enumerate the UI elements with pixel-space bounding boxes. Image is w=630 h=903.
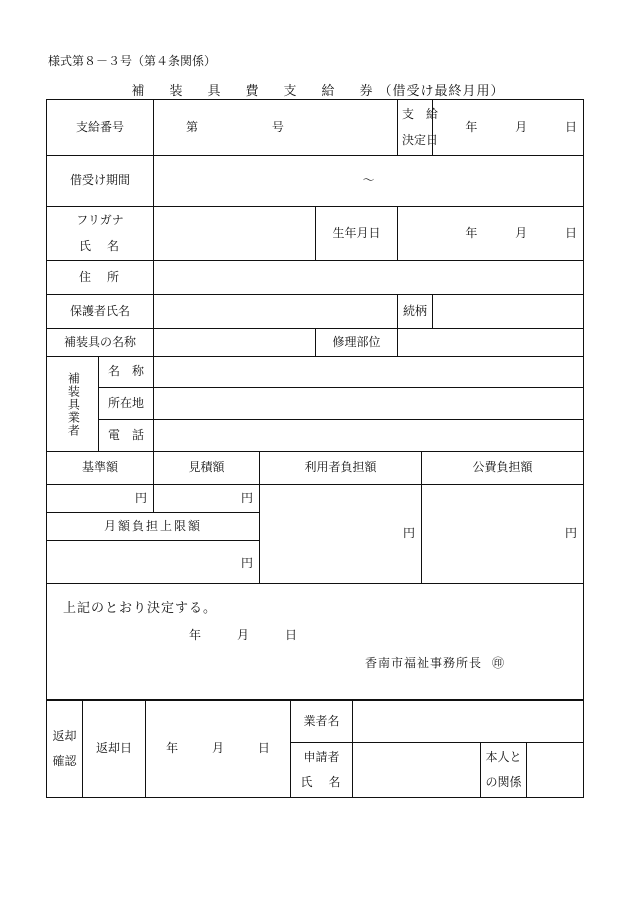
relation-to-person-label-2: の関係 bbox=[485, 775, 522, 789]
decision-statement-box bbox=[47, 584, 584, 700]
applicant-name-field[interactable] bbox=[353, 743, 481, 798]
user-share-yen: 円 bbox=[402, 526, 415, 541]
return-confirm-label bbox=[47, 701, 83, 798]
public-share-label: 公費負担額 bbox=[422, 452, 584, 485]
name-label bbox=[47, 207, 154, 261]
title-main: 補 装 具 費 支 給 券 bbox=[131, 84, 379, 99]
decision-row bbox=[47, 584, 584, 700]
basic-info-table bbox=[46, 99, 584, 357]
birth-date-label: 生年月日 bbox=[316, 207, 398, 261]
decision-date-label bbox=[398, 100, 439, 156]
title-subtitle: （借受け最終月用） bbox=[378, 84, 505, 99]
standard-amount-yen: 円 bbox=[134, 490, 147, 505]
vendor-name-field[interactable] bbox=[154, 357, 584, 388]
name-field[interactable] bbox=[154, 207, 316, 261]
estimate-amount-yen: 円 bbox=[240, 490, 253, 505]
payment-row bbox=[47, 100, 584, 156]
vendor-group-label: 補装具業者 bbox=[47, 357, 99, 452]
applicant-label-2: 氏 名 bbox=[300, 775, 343, 789]
payment-no-label: 支給番号 bbox=[47, 100, 154, 156]
applicant-label-1: 申請者 bbox=[303, 749, 340, 764]
return-confirm-label-1: 返却 bbox=[52, 728, 77, 743]
vendor-phone-field[interactable] bbox=[154, 420, 584, 452]
monthly-cap-yen: 円 bbox=[240, 556, 253, 571]
payment-no-dai: 第 bbox=[186, 119, 199, 134]
vendor-name-label: 名 称 bbox=[99, 357, 154, 388]
amounts-table bbox=[46, 451, 584, 700]
user-share-field[interactable] bbox=[260, 485, 422, 584]
user-share-label: 利用者負担額 bbox=[260, 452, 422, 485]
decision-date-field[interactable] bbox=[433, 100, 584, 156]
return-date-field[interactable] bbox=[146, 701, 291, 798]
vendor-location-row bbox=[47, 388, 584, 420]
amount-header-row bbox=[47, 452, 584, 485]
return-vendor-row bbox=[47, 701, 584, 743]
return-table bbox=[46, 700, 584, 798]
decision-date[interactable] bbox=[189, 629, 569, 643]
monthly-cap-label: 月額負担上限額 bbox=[47, 513, 260, 541]
device-name-label: 補装具の名称 bbox=[47, 329, 154, 357]
relation-label: 続柄 bbox=[398, 295, 433, 329]
amount-value-row bbox=[47, 485, 584, 513]
address-label: 住 所 bbox=[47, 261, 154, 295]
return-date-label: 返却日 bbox=[83, 701, 146, 798]
relation-field[interactable] bbox=[433, 295, 584, 329]
guardian-field[interactable] bbox=[154, 295, 398, 329]
decision-day: 日 bbox=[285, 627, 334, 642]
return-date-year: 年 bbox=[166, 741, 179, 756]
public-share-field[interactable] bbox=[422, 485, 584, 584]
rental-period-label: 借受け期間 bbox=[47, 156, 154, 207]
return-confirm-label-2: 確認 bbox=[52, 754, 77, 768]
relation-to-person-field[interactable] bbox=[527, 743, 584, 798]
estimate-amount-label: 見積額 bbox=[154, 452, 260, 485]
device-name-field[interactable] bbox=[154, 329, 316, 357]
vendor-phone-label: 電 話 bbox=[99, 420, 154, 452]
address-row bbox=[47, 261, 584, 295]
decision-date-label-1: 支 給 bbox=[402, 107, 439, 122]
decision-date-year: 年 bbox=[465, 119, 478, 134]
device-row bbox=[47, 329, 584, 357]
decision-statement: 上記のとおり決定する。 bbox=[63, 601, 218, 616]
guardian-label: 保護者氏名 bbox=[47, 295, 154, 329]
decision-year: 年 bbox=[189, 627, 238, 642]
standard-amount-field[interactable] bbox=[47, 485, 154, 513]
vendor-location-label: 所在地 bbox=[99, 388, 154, 420]
return-date-month: 月 bbox=[211, 741, 224, 756]
payment-no-field[interactable] bbox=[154, 100, 398, 156]
decision-date-label-2: 決定日 bbox=[402, 132, 439, 147]
address-field[interactable] bbox=[154, 261, 584, 295]
birth-date-month: 月 bbox=[515, 225, 528, 240]
repair-part-label: 修理部位 bbox=[316, 329, 398, 357]
relation-to-person-label-1: 本人と bbox=[485, 749, 522, 764]
repair-part-field[interactable] bbox=[398, 329, 584, 357]
decision-month: 月 bbox=[237, 627, 286, 642]
standard-amount-label: 基準額 bbox=[47, 452, 154, 485]
form-number-label: 様式第８－３号（第４条関係） bbox=[48, 54, 217, 68]
decision-date-month: 月 bbox=[515, 119, 528, 134]
full-name-label: 氏 名 bbox=[78, 238, 121, 253]
public-share-yen: 円 bbox=[564, 526, 577, 541]
payment-no-go: 号 bbox=[271, 119, 284, 134]
rental-period-separator: ～ bbox=[362, 173, 375, 188]
document-title bbox=[50, 80, 586, 99]
decision-authority-line bbox=[365, 657, 569, 671]
vendor-name-row bbox=[47, 357, 584, 388]
rental-period-field[interactable] bbox=[154, 156, 584, 207]
estimate-amount-field[interactable] bbox=[154, 485, 260, 513]
monthly-cap-field[interactable] bbox=[47, 541, 260, 584]
relation-to-person-label bbox=[481, 743, 527, 798]
birth-date-field[interactable] bbox=[398, 207, 584, 261]
birth-date-day: 日 bbox=[565, 225, 578, 240]
applicant-label bbox=[291, 743, 353, 798]
decision-authority: 香南市福祉事務所長 bbox=[365, 655, 483, 670]
seal-icon: ㊞ bbox=[492, 655, 506, 670]
furigana-label: フリガナ bbox=[76, 213, 124, 228]
birth-date-year: 年 bbox=[465, 225, 478, 240]
decision-date-day: 日 bbox=[565, 119, 578, 134]
return-vendor-label: 業者名 bbox=[291, 701, 353, 743]
rental-period-row bbox=[47, 156, 584, 207]
return-vendor-field[interactable] bbox=[353, 701, 584, 743]
vendor-phone-row bbox=[47, 420, 584, 452]
vendor-table bbox=[46, 356, 584, 452]
guardian-row bbox=[47, 295, 584, 329]
vendor-location-field[interactable] bbox=[154, 388, 584, 420]
name-row bbox=[47, 207, 584, 261]
return-date-day: 日 bbox=[257, 741, 270, 756]
